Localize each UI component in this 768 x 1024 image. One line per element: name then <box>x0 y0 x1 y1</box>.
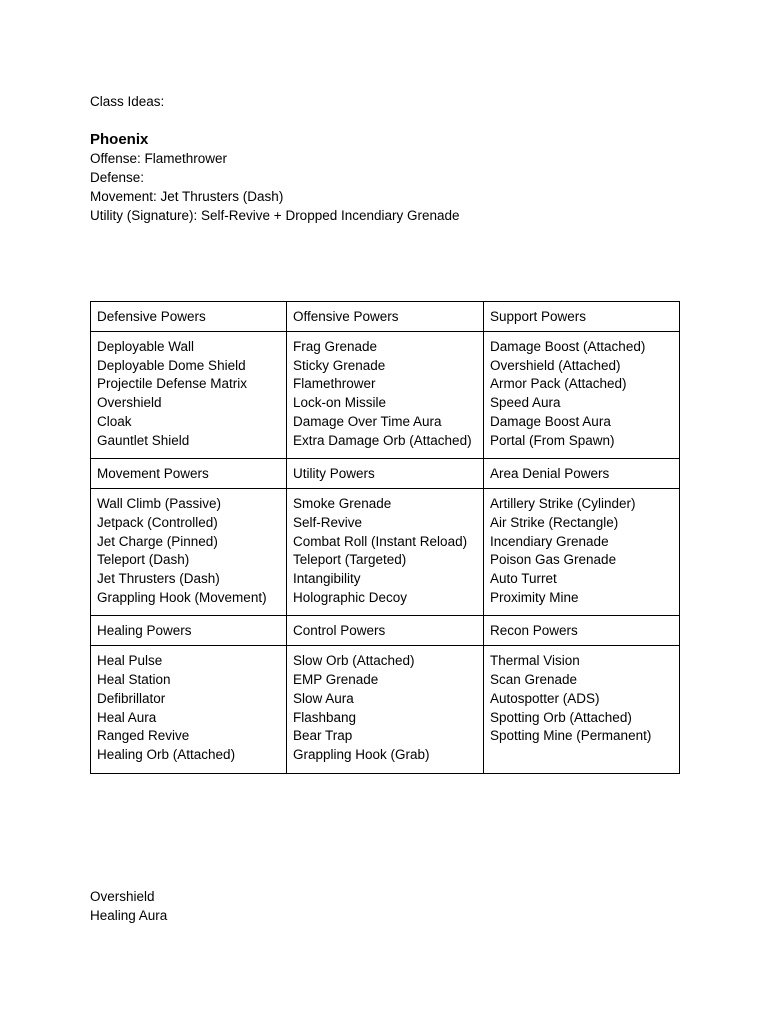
power-item: Lock-on Missile <box>293 395 387 411</box>
power-list-cell <box>287 646 484 773</box>
table-row <box>91 489 680 616</box>
power-item: EMP Grenade <box>293 672 379 688</box>
power-item: Slow Orb (Attached) <box>293 653 415 669</box>
intro-text: Class Ideas: <box>90 94 165 109</box>
power-item: Slow Aura <box>293 690 354 706</box>
power-item: Jet Charge (Pinned) <box>97 533 218 549</box>
power-list-cell <box>484 646 680 773</box>
power-item: Flashbang <box>293 709 357 725</box>
category-header: Healing Powers <box>91 616 287 646</box>
power-list-cell <box>91 646 287 773</box>
power-item: Damage Boost Aura <box>490 413 611 429</box>
note-item: Healing Aura <box>90 908 168 923</box>
power-item: Overshield (Attached) <box>490 357 621 373</box>
power-item: Jet Thrusters (Dash) <box>97 571 220 587</box>
loadout-offense: Offense: Flamethrower <box>90 151 228 166</box>
power-item: Healing Orb (Attached) <box>97 746 236 762</box>
power-item: Portal (From Spawn) <box>490 432 615 448</box>
category-header: Offensive Powers <box>287 302 484 332</box>
power-item: Grappling Hook (Grab) <box>293 746 430 762</box>
power-item: Auto Turret <box>490 571 557 587</box>
power-item: Teleport (Targeted) <box>293 552 407 568</box>
category-header: Defensive Powers <box>91 302 287 332</box>
power-item: Cloak <box>97 413 132 429</box>
category-header: Utility Powers <box>287 459 484 489</box>
power-item: Jetpack (Controlled) <box>97 514 218 530</box>
power-item: Deployable Dome Shield <box>97 357 246 373</box>
power-list-cell <box>484 489 680 616</box>
power-item: Frag Grenade <box>293 339 378 354</box>
loadout-defense: Defense: <box>90 170 145 185</box>
table-header-row <box>91 302 680 332</box>
power-item: Gauntlet Shield <box>97 432 190 448</box>
power-item: Defibrillator <box>97 690 166 706</box>
power-item: Overshield <box>97 395 162 411</box>
power-item: Speed Aura <box>490 395 561 411</box>
category-header: Movement Powers <box>91 459 287 489</box>
power-item: Combat Roll (Instant Reload) <box>293 533 468 549</box>
power-item: Air Strike (Rectangle) <box>490 514 619 530</box>
power-list-cell <box>287 489 484 616</box>
category-header: Recon Powers <box>484 616 680 646</box>
power-item: Damage Boost (Attached) <box>490 339 646 354</box>
power-item: Grappling Hook (Movement) <box>97 589 267 605</box>
power-item: Teleport (Dash) <box>97 552 190 568</box>
power-item: Wall Climb (Passive) <box>97 496 222 512</box>
power-item: Scan Grenade <box>490 672 578 688</box>
power-item: Ranged Revive <box>97 728 190 744</box>
power-list-cell <box>91 332 287 459</box>
power-item: Bear Trap <box>293 728 353 744</box>
power-item: Projectile Defense Matrix <box>97 376 248 392</box>
power-item: Heal Aura <box>97 709 157 725</box>
power-item: Intangibility <box>293 571 361 587</box>
note-item: Overshield <box>90 889 155 904</box>
power-list-cell <box>484 332 680 459</box>
power-item: Deployable Wall <box>97 339 195 354</box>
loadout-movement: Movement: Jet Thrusters (Dash) <box>90 189 284 204</box>
power-list-cell <box>287 332 484 459</box>
power-item: Incendiary Grenade <box>490 533 609 549</box>
power-item: Damage Over Time Aura <box>293 413 442 429</box>
class-title: Phoenix <box>90 131 149 148</box>
table-header-row <box>91 616 680 646</box>
category-header: Control Powers <box>287 616 484 646</box>
category-header: Area Denial Powers <box>484 459 680 489</box>
power-item: Thermal Vision <box>490 653 580 669</box>
loadout-utility: Utility (Signature): Self-Revive + Dropped Incendiary Grenade <box>90 208 460 223</box>
power-item: Smoke Grenade <box>293 496 392 512</box>
power-item: Sticky Grenade <box>293 357 386 373</box>
power-item: Autospotter (ADS) <box>490 690 600 706</box>
power-item: Extra Damage Orb (Attached) <box>293 432 472 448</box>
power-item: Artillery Strike (Cylinder) <box>490 496 636 512</box>
power-item: Poison Gas Grenade <box>490 552 617 568</box>
notes-list <box>90 887 167 925</box>
table-row <box>91 646 680 773</box>
power-item: Spotting Mine (Permanent) <box>490 728 652 744</box>
category-header: Support Powers <box>484 302 680 332</box>
power-item: Proximity Mine <box>490 589 579 605</box>
power-item: Heal Station <box>97 672 171 688</box>
power-item: Spotting Orb (Attached) <box>490 709 632 725</box>
powers-table <box>90 301 680 774</box>
power-item: Holographic Decoy <box>293 589 408 605</box>
power-list-cell <box>91 489 287 616</box>
table-header-row <box>91 459 680 489</box>
power-item: Armor Pack (Attached) <box>490 376 627 392</box>
table-row <box>91 332 680 459</box>
power-item: Heal Pulse <box>97 653 163 669</box>
power-item: Flamethrower <box>293 376 376 392</box>
power-item: Self-Revive <box>293 514 363 530</box>
